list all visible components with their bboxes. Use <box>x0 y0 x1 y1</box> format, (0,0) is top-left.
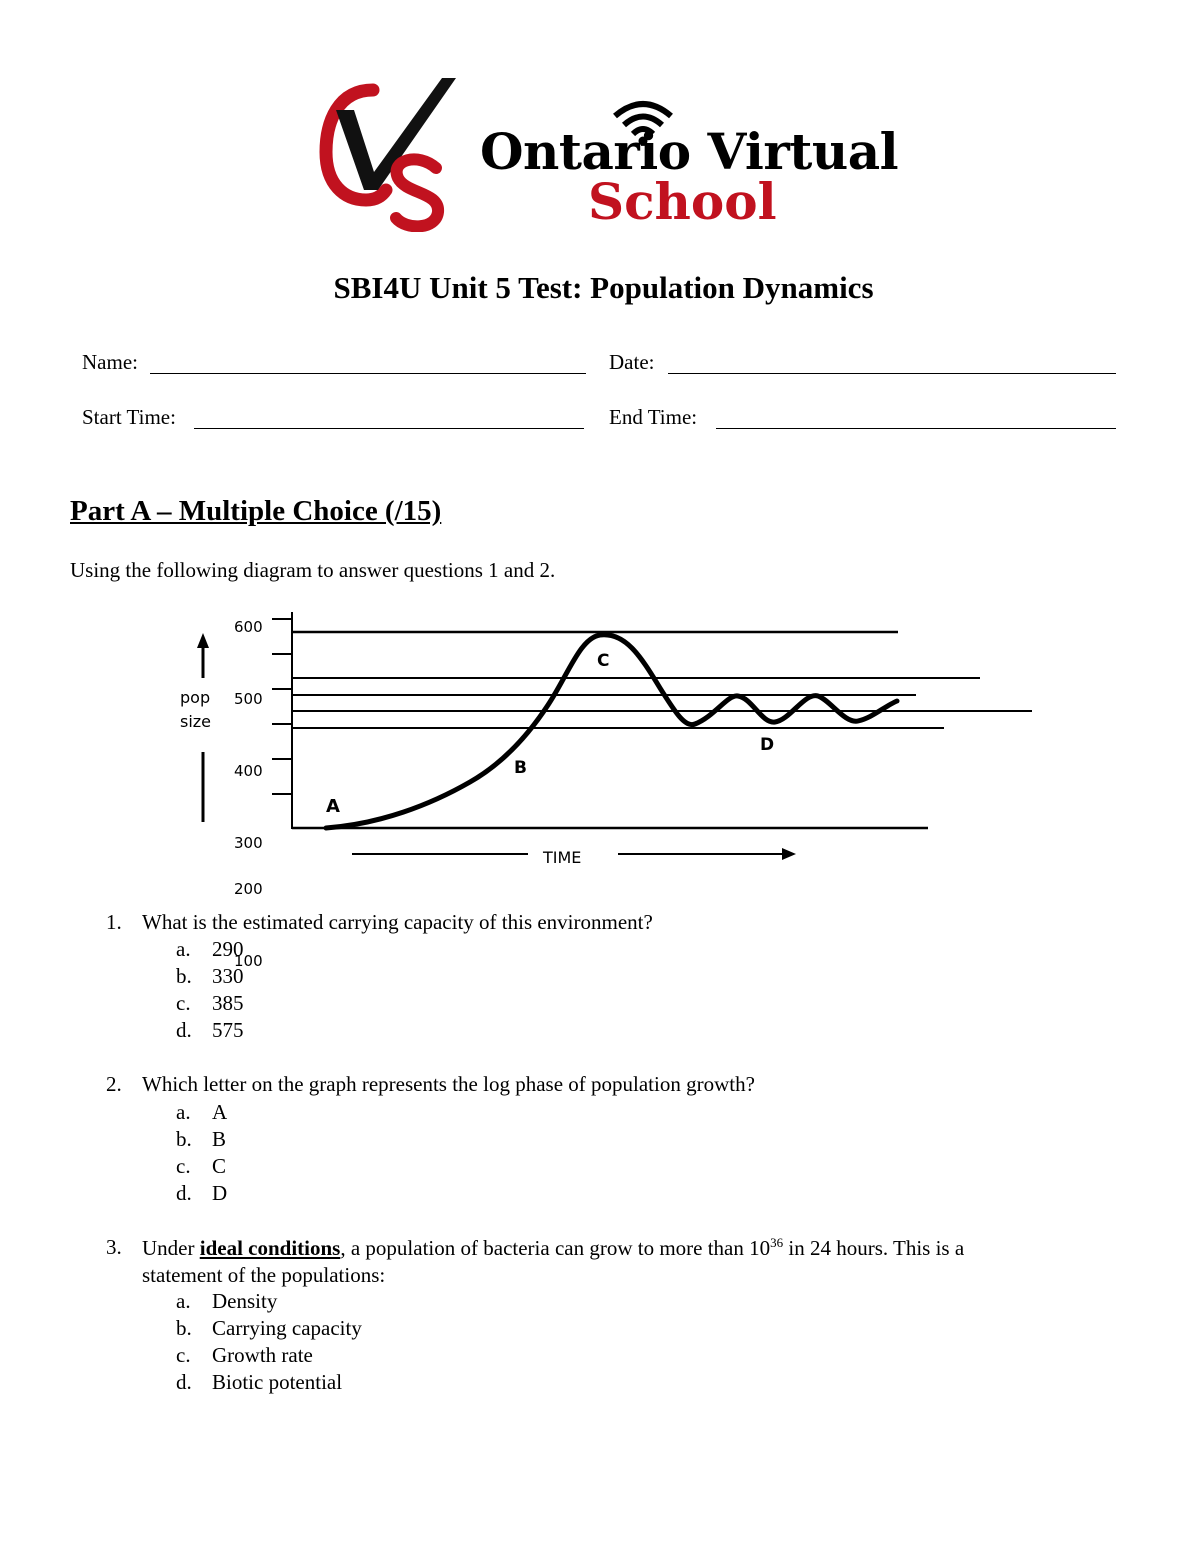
option-2a[interactable]: a. A <box>176 1100 228 1124</box>
right-arrow-icon <box>782 848 796 860</box>
date-label: Date: <box>609 350 655 374</box>
part-a-heading: Part A – Multiple Choice (/15) <box>70 495 442 527</box>
start-time-field[interactable] <box>194 428 584 429</box>
option-1a[interactable]: a. 290 <box>176 937 244 961</box>
question-number: 3. <box>106 1235 122 1259</box>
question-text: What is the estimated carrying capacity of this environment? <box>142 910 653 934</box>
option-3c[interactable]: c. Growth rate <box>176 1343 313 1367</box>
y-tick-label: 100 <box>234 952 263 970</box>
option-2d[interactable]: d. D <box>176 1181 228 1205</box>
question-1 <box>106 910 1106 938</box>
point-label-c: C <box>597 651 610 671</box>
y-axis-label-word: pop <box>180 688 211 707</box>
end-time-label: End Time: <box>609 405 698 429</box>
y-tick-label: 500 <box>234 690 263 708</box>
emphasis-text: ideal conditions <box>199 1236 341 1260</box>
point-label-d: D <box>760 735 775 755</box>
school-logo-emblem <box>318 72 468 232</box>
date-field[interactable] <box>668 373 1116 374</box>
option-2b[interactable]: b. B <box>176 1127 227 1151</box>
end-time-field[interactable] <box>716 428 1116 429</box>
page-title: SBI4U Unit 5 Test: Population Dynamics <box>333 270 874 305</box>
point-label-b: B <box>514 758 527 778</box>
question-text-line2: statement of the populations: <box>142 1263 386 1287</box>
y-tick-label: 400 <box>234 762 263 780</box>
question-text: Which letter on the graph represents the log phase of population growth? <box>142 1072 755 1096</box>
option-1b[interactable]: b. 330 <box>176 964 244 988</box>
y-tick-label: 300 <box>234 834 263 852</box>
logo-name-line1: Ontario Virtual <box>480 122 899 181</box>
up-arrow-icon <box>197 633 209 648</box>
option-1c[interactable]: c. 385 <box>176 991 244 1015</box>
option-1d[interactable]: d. 575 <box>176 1018 244 1042</box>
point-label-a: A <box>326 796 340 817</box>
y-axis-label <box>180 688 211 731</box>
question-3: 3. Under ideal conditions, a population of bacteria can grow to more than $10^{36}$ in 24 hours. This is a statement of the populations: <box>106 1235 965 1287</box>
question-number: 1. <box>106 910 122 934</box>
y-tick-label: 600 <box>234 618 263 636</box>
name-label: Name: <box>82 350 138 374</box>
part-a-intro: Using the following diagram to answer questions 1 and 2. <box>70 558 556 582</box>
option-2c[interactable]: c. C <box>176 1154 227 1178</box>
option-3a[interactable]: a. Density <box>176 1289 278 1313</box>
y-axis-label-word: size <box>180 712 212 731</box>
option-3b[interactable]: b. Carrying capacity <box>176 1316 362 1340</box>
x-axis-label: TIME <box>543 848 582 867</box>
option-3d[interactable]: d. Biotic potential <box>176 1370 343 1394</box>
y-tick-label: 200 <box>234 880 263 898</box>
question-number: 2. <box>106 1072 122 1096</box>
logo-name-line2: School <box>588 172 777 231</box>
name-field[interactable] <box>150 373 586 374</box>
question-2 <box>106 1072 1106 1100</box>
population-curve <box>326 635 897 828</box>
start-time-label: Start Time: <box>82 405 176 429</box>
